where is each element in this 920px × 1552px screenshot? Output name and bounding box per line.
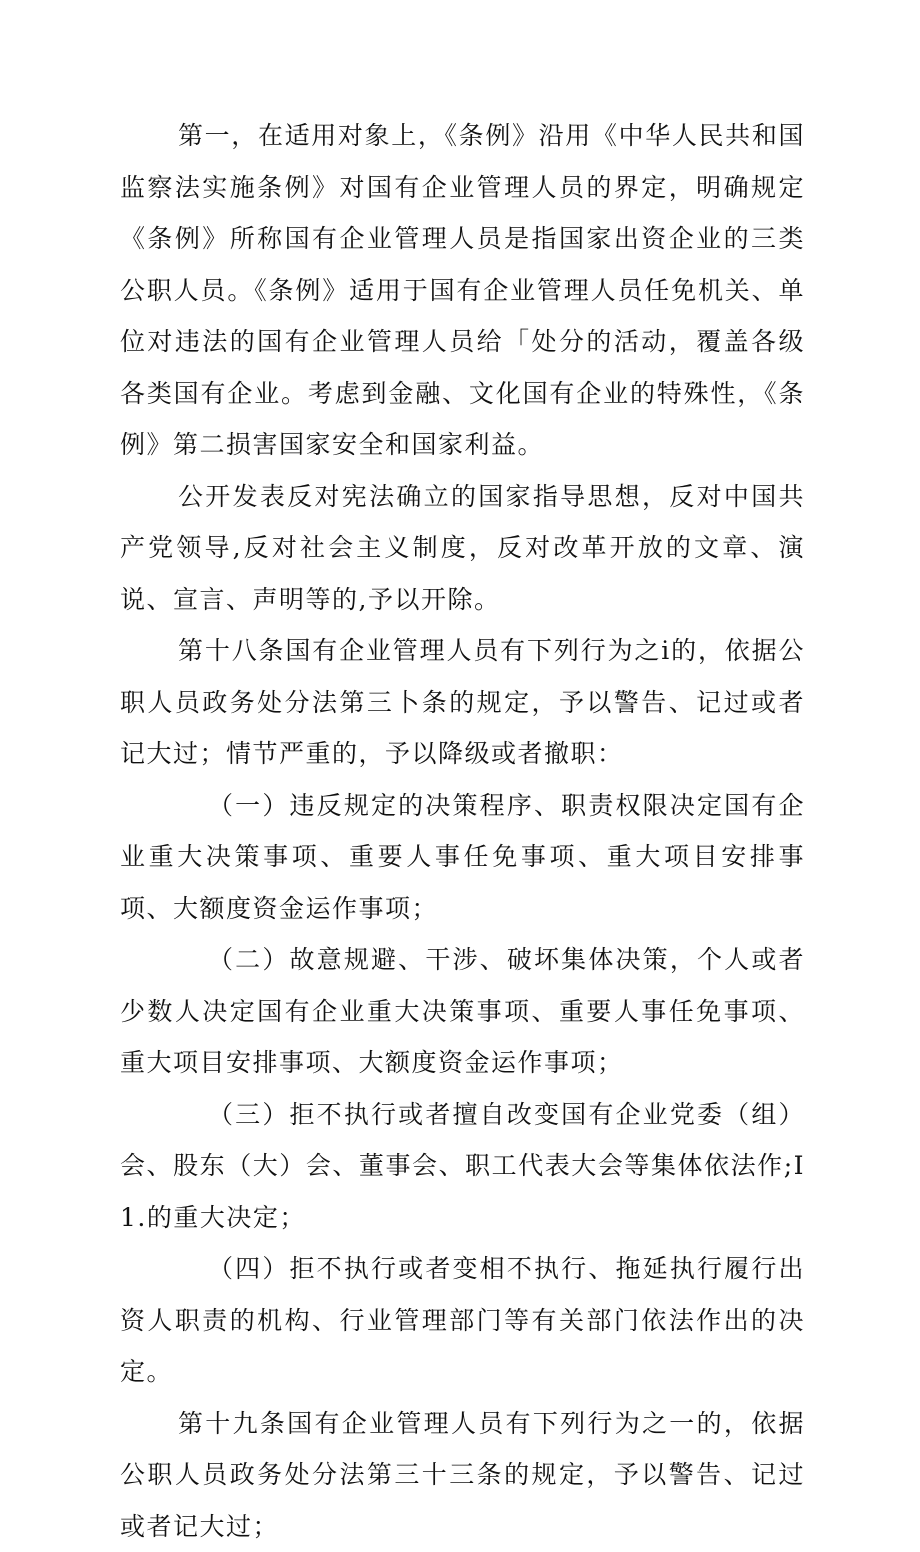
list-item-article-18-4: （四）拒不执行或者变相不执行、拖延执行履行出资人职责的机构、行业管理部门等有关部门依法作出的决定。 <box>120 1243 805 1398</box>
document-body <box>120 110 805 1552</box>
paragraph-article-18: 第十八条国有企业管理人员有下列行为之i的，依据公职人员政务处分法第三卜条的规定，予以警告、记过或者记大过；情节严重的，予以降级或者撤职： <box>120 625 805 780</box>
paragraph-scope: 第一，在适用对象上，《条例》沿用《中华人民共和国监察法实施条例》对国有企业管理人员的界定，明确规定《条例》所称国有企业管理人员是指国家出资企业的三类公职人员。《条例》适用于国有企业管理人员任免机关、单位对违法的国有企业管理人员给「处分的活动，覆盖各级各类国有企业。考虑到金融、文化国有企业的特殊性，《条例》第二损害国家安全和国家利益。 <box>120 110 805 471</box>
list-item-article-18-1: （一）违反规定的决策程序、职责权限决定国有企业重大决策事项、重要人事任免事项、重大项目安排事项、大额度资金运作事项； <box>120 780 805 935</box>
paragraph-expulsion: 公开发表反对宪法确立的国家指导思想，反对中国共产党领导,反对社会主义制度，反对改革开放的文章、演说、宣言、声明等的,予以开除。 <box>120 471 805 626</box>
list-item-article-18-3: （三）拒不执行或者擅自改变国有企业党委（组）会、股东（大）会、董事会、职工代表大会等集体依法作;I1.的重大决定； <box>120 1089 805 1244</box>
paragraph-article-19: 第十九条国有企业管理人员有下列行为之一的，依据公职人员政务处分法第三十三条的规定，予以警告、记过或者记大过； <box>120 1398 805 1552</box>
list-item-article-18-2: （二）故意规避、干涉、破坏集体决策，个人或者少数人决定国有企业重大决策事项、重要人事任免事项、重大项目安排事项、大额度资金运作事项； <box>120 934 805 1089</box>
